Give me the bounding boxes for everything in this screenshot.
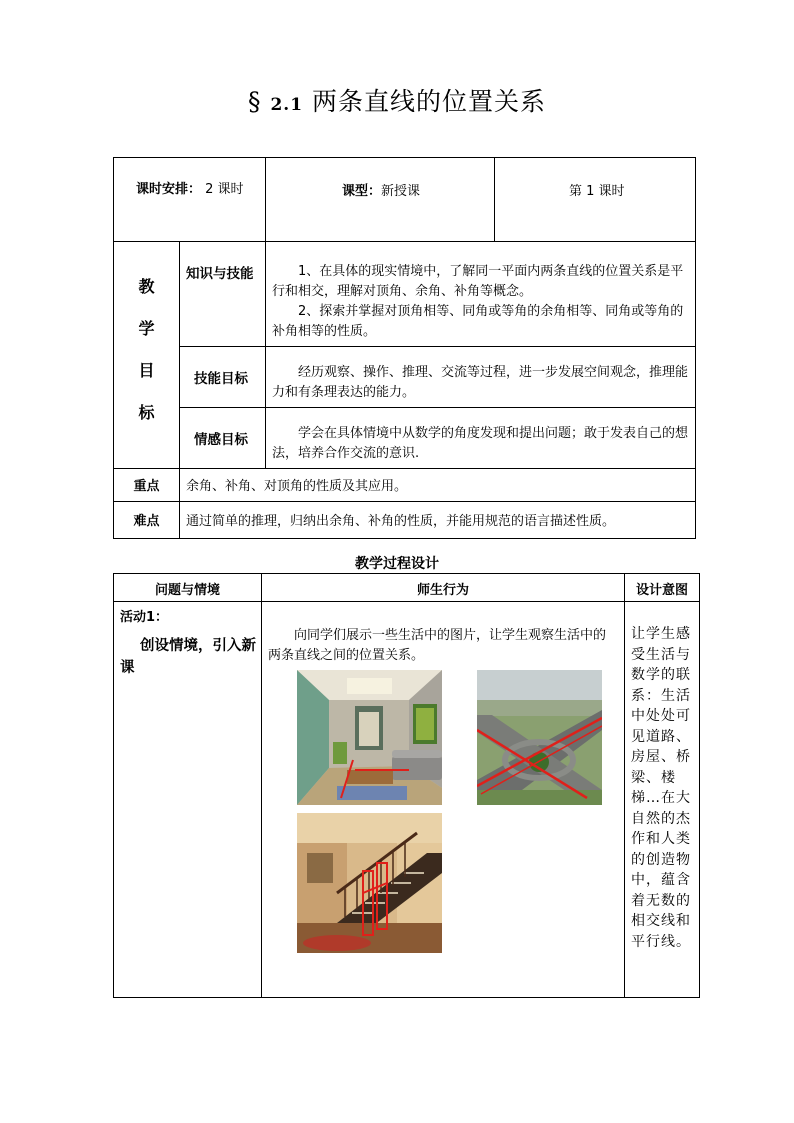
goal-line: 2、探索并掌握对顶角相等、同角或等角的余角相等、同角或等角的补角相等的性质。 (272, 304, 684, 339)
goal-content (266, 408, 696, 469)
page-title (0, 82, 794, 118)
goal-line: 1、在具体的现实情境中，了解同一平面内两条直线的位置关系是平行和相交，理解对顶角、余角、补角等概念。 (272, 264, 684, 299)
goal-content (266, 347, 696, 408)
difficulty-text: 通过简单的推理，归纳出余角、补角的性质，并能用规范的语言描述性质。 (180, 502, 696, 539)
title-number: 2.1 (270, 95, 304, 115)
goal-row-skills (114, 347, 696, 408)
key-points-label: 重点 (114, 469, 180, 502)
schedule-cell (114, 158, 266, 242)
activity-label: 活动1： (120, 610, 169, 625)
key-points-row (114, 469, 696, 502)
goal-label: 情感目标 (180, 408, 266, 469)
title-text: 两条直线的位置关系 (311, 87, 546, 116)
goals-char: 标 (138, 403, 155, 422)
title-symbol: § (248, 87, 262, 116)
goal-content (266, 242, 696, 347)
session-cell (495, 158, 696, 242)
difficulty-label: 难点 (114, 502, 180, 539)
living-room-photo (297, 670, 442, 805)
lesson-info-table (113, 157, 696, 539)
staircase-photo (297, 813, 442, 953)
goals-section-label (114, 242, 180, 469)
goal-label: 知识与技能 (180, 242, 266, 347)
difficulty-row (114, 502, 696, 539)
process-section-title: 教学过程设计 (355, 556, 439, 572)
process-header-row (114, 574, 700, 602)
activity-cell (114, 602, 262, 998)
intent-text: 让学生感受生活与数学的联系：生活中处处可见道路、房屋、桥梁、楼梯…在大自然的杰作和人类的创造物中，蕴含着无数的相交线和平行线。 (631, 626, 691, 950)
goals-char: 目 (138, 361, 155, 380)
highway-photo (477, 670, 602, 805)
goal-row-emotion (114, 408, 696, 469)
goals-char: 教 (138, 277, 155, 296)
goals-char: 学 (138, 319, 155, 338)
intent-cell (625, 602, 700, 998)
goal-line: 学会在具体情境中从数学的角度发现和提出问题；敢于发表自己的想法，培养合作交流的意识. (272, 426, 689, 461)
schedule-label: 课时安排： (136, 182, 202, 197)
teacher-text: 向同学们展示一些生活中的图片，让学生观察生活中的两条直线之间的位置关系。 (268, 628, 607, 663)
goal-label: 技能目标 (180, 347, 266, 408)
goal-line: 经历观察、操作、推理、交流等过程，进一步发展空间观念，推理能力和有条理表达的能力。 (272, 365, 689, 400)
lesson-info-row (114, 158, 696, 242)
process-header: 设计意图 (625, 574, 700, 602)
lesson-type-cell (266, 158, 495, 242)
schedule-value: 2 课时 (205, 182, 244, 197)
lesson-type-value: 新授课 (381, 184, 421, 199)
process-header: 师生行为 (262, 574, 625, 602)
lesson-type-label: 课型： (342, 184, 382, 199)
goal-row-knowledge (114, 242, 696, 347)
session-value: 第 1 课时 (569, 184, 625, 199)
process-header: 问题与情境 (114, 574, 262, 602)
activity-title: 创设情境，引入新课 (120, 638, 256, 676)
key-points-text: 余角、补角、对顶角的性质及其应用。 (180, 469, 696, 502)
